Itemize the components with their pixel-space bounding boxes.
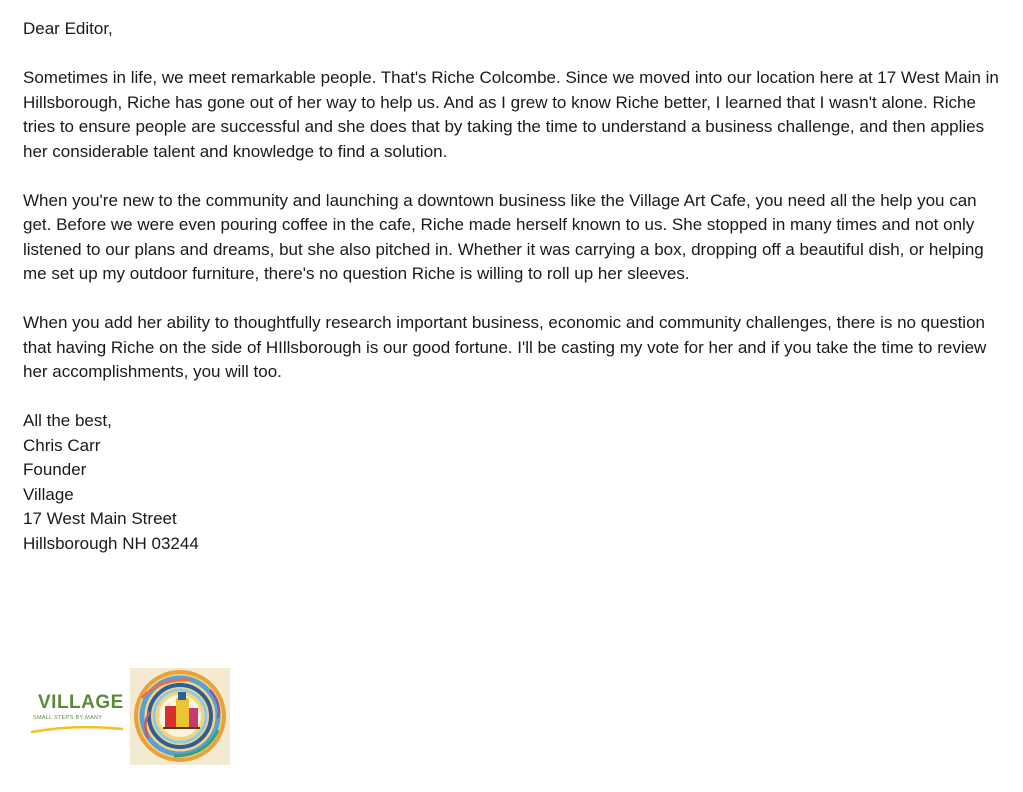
logo-wordmark: VILLAGE: [38, 692, 124, 713]
salutation: Dear Editor,: [23, 19, 113, 38]
paragraph-3: When you add her ability to thoughtfully research important business, economic and community challenges, there is no question that having Riche on the side of HIllsborough is our good fortune. I'll be casting my vote for her and if you take the time to review her accomplishments, you will too.: [23, 313, 987, 381]
paragraph-2: When you're new to the community and launching a downtown business like the Village Art Cafe, you need all the help you can get. Before we were even pouring coffee in the cafe, Riche made herself known to us. She stopped in many times and not only listened to our plans and dreams, but she also pitched in. Whether it was carrying a box, dropping off a beautiful dish, or helping me set up my outdoor furniture, there's no question Riche is willing to roll up her sleeves.: [23, 190, 984, 283]
signer-title: Founder: [23, 460, 87, 479]
logo-tagline: SMALL STEPS BY MANY: [33, 715, 103, 721]
village-logo: [28, 668, 233, 765]
closing: All the best,: [23, 411, 112, 430]
paragraph-1: Sometimes in life, we meet remarkable people. That's Riche Colcombe. Since we moved into our location here at 17 West Main in Hillsborough, Riche has gone out of her way to help us. And as I grew to know Riche better, I learned that I wasn't alone. Riche tries to ensure people are successful and she does that by taking the time to understand a business challenge, and then applies her considerable talent and knowledge to find a solution.: [23, 68, 999, 161]
letter-body: [23, 17, 1008, 556]
signer-city: Hillsborough NH 03244: [23, 533, 199, 553]
signer-organization: Village: [23, 484, 74, 504]
logo-swoosh: [30, 723, 125, 735]
signature-block: [23, 409, 1008, 556]
swirl-art-image: [130, 668, 230, 765]
signer-street: 17 West Main Street: [23, 509, 177, 528]
signer-name: Chris Carr: [23, 435, 101, 455]
